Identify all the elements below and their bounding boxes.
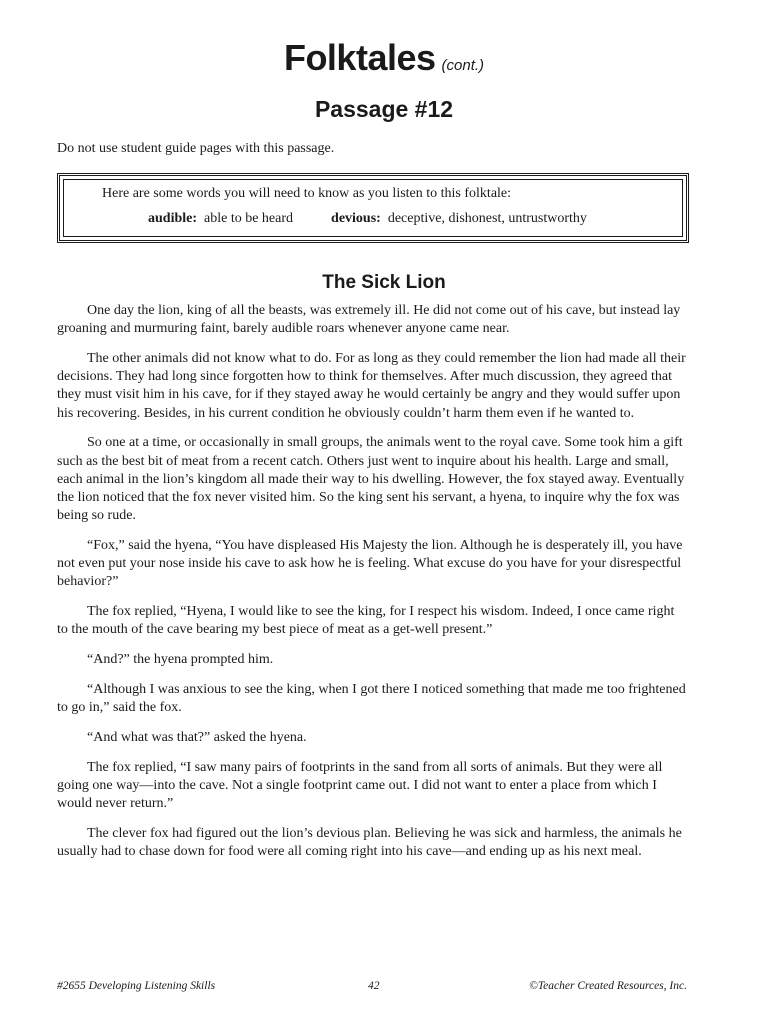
page-title-text: Folktales — [283, 37, 436, 78]
story-paragraph: “And what was that?” asked the hyena. — [87, 730, 307, 746]
footer-copyright: ©Teacher Created Resources, Inc. — [529, 980, 687, 992]
footer-book-title: #2655 Developing Listening Skills — [57, 980, 216, 992]
story-paragraph: “Fox,” said the hyena, “You have displeased His Majesty the lion. Although he is desperately ill, you have not even put your nose inside his cave to ask how he is feeling. What excuse do you have for your disrespectful behavior?” — [57, 538, 683, 590]
page-title-suffix: (cont.) — [441, 57, 485, 74]
vocab-term: devious: — [331, 211, 381, 226]
page-title — [0, 37, 768, 78]
vocabulary-intro: Here are some words you will need to know as you listen to this folktale: — [102, 186, 512, 201]
story-paragraph: The other animals did not know what to do. For as long as they could remember the lion had made all their decisions. They had long since forgotten how to think for themselves. After much discussion, they agreed that they must visit him in his cave, for if they stayed away he would certainly be angry and they would suffer upon his recovering. Besides, in his current condition he obviously couldn’t harm them even if he wanted to. — [57, 351, 686, 421]
story-paragraph: The fox replied, “Hyena, I would like to see the king, for I respect his wisdom. Indeed, I once came right to the mouth of the cave bearing my best piece of meat as a get-well present.” — [57, 604, 675, 638]
story-body — [57, 302, 687, 873]
footer-page-number: 42 — [368, 980, 380, 992]
passage-title: Passage #12 — [314, 96, 454, 122]
vocabulary-box — [57, 173, 689, 243]
story-title: The Sick Lion — [322, 272, 446, 293]
story-paragraph: One day the lion, king of all the beasts, was extremely ill. He did not come out of his cave, but instead lay groaning and murmuring faint, barely audible roars whenever anyone came near. — [57, 303, 681, 337]
story-paragraph: So one at a time, or occasionally in small groups, the animals went to the royal cave. Some took him a gift such as the best bit of meat from a recent catch. Others just went to inquire about his health. Large and small, each animal in the lion’s kingdom all made their way to his dwelling. However, the fox stayed away. Eventually the lion noticed that the fox never visited him. So the king sent his servant, a hyena, to inquire why the fox was being so rude. — [57, 435, 685, 524]
story-paragraph: “And?” the hyena prompted him. — [87, 652, 274, 668]
vocab-definition: deceptive, dishonest, untrustworthy — [387, 211, 587, 226]
vocab-definition: able to be heard — [204, 211, 294, 226]
story-paragraph: “Although I was anxious to see the king, when I got there I noticed something that made me too frightened to go in,” said the fox. — [57, 682, 686, 716]
vocabulary-terms — [148, 210, 587, 228]
vocab-term: audible: — [148, 211, 198, 226]
story-paragraph: The clever fox had figured out the lion’s devious plan. Believing he was sick and harmless, the animals he usually had to chase down for food were all coming right into his cave—and ending up as his next meal. — [57, 826, 682, 860]
story-paragraph: The fox replied, “I saw many pairs of footprints in the sand from all sorts of animals. But they were all going one way—into the cave. Not a single footprint came out. I did not want to enter a place from which I would never return.” — [57, 759, 663, 812]
instruction-text: Do not use student guide pages with this passage. — [57, 141, 335, 156]
